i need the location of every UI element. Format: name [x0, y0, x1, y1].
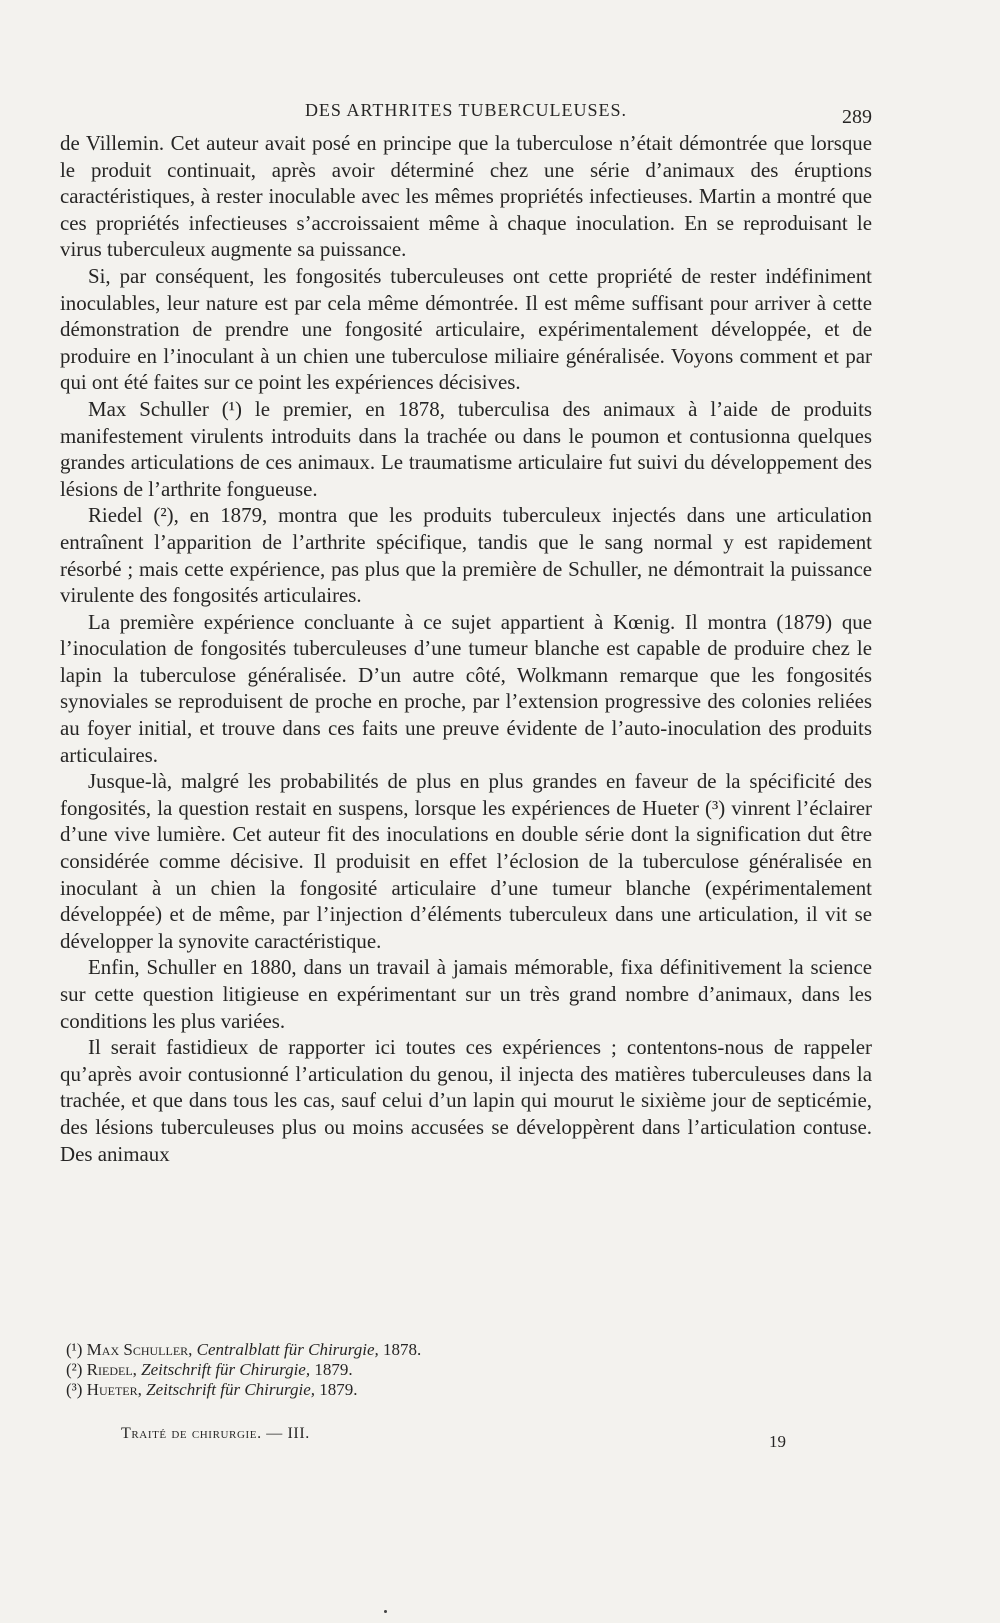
paragraph: Enfin, Schuller en 1880, dans un travail à jamais mémorable, fixa définitivement la science sur cette question litigieuse en expérimentant sur un très grand nombre d’animaux, dans les conditions les plus variées. — [60, 955, 872, 1033]
paragraph: Riedel (²), en 1879, montra que les produits tuberculeux injectés dans une articulation entraînent l’apparition de l’arthrite spécifique, tandis que le sang normal y est rapidement résorbé ; mais cette expérience, pas plus que la première de Schuller, ne démontrait la puissance virulente des fongosités articulaires. — [60, 503, 872, 608]
footnote-author: Riedel, — [86, 1360, 137, 1379]
footnote-1 — [66, 1340, 866, 1360]
footnote-source: Centralblatt für Chirurgie, — [196, 1340, 379, 1359]
book-title-footer: Traité de chirurgie. — III. — [121, 1425, 310, 1442]
footnote-author: Hueter, — [86, 1380, 142, 1399]
paragraph: Si, par conséquent, les fongosités tuberculeuses ont cette propriété de rester indéfiniment inoculables, leur nature est par cela même démontrée. Il est même suffisant pour arriver à cette démonstration de prendre une fongosité articulaire, expérimentalement développée, et de produire en l’inoculant à un chien une tuberculose miliaire généralisée. Voyons comment et par qui ont été faites sur ce point les expériences décisives. — [60, 263, 872, 395]
footnote-year: 1879. — [314, 1360, 353, 1379]
footnote-mark: (³) — [66, 1380, 83, 1399]
paragraph: Max Schuller (¹) le premier, en 1878, tuberculisa des animaux à l’aide de produits manifestement virulents introduits dans la trachée ou dans le poumon et contusionna quelques grandes articulations de ces animaux. Le traumatisme articulaire fut suivi du développement des lésions de l’arthrite fongueuse. — [60, 396, 872, 501]
footnote-2 — [66, 1360, 866, 1380]
footnote-year: 1879. — [319, 1380, 358, 1399]
paragraph-continuation: de Villemin. Cet auteur avait posé en principe que la tuberculose n’était démontrée que lorsque le produit continuait, après avoir déterminé chez une série d’animaux des éruptions caractéristiques, à rester inoculable avec les mêmes propriétés infectieuses. Martin a montré que ces propriétés infectieuses s’accroissaient même à chaque inoculation. En se reproduisant le virus tuberculeux augmente sa puissance. — [60, 131, 872, 262]
paragraph: Il serait fastidieux de rapporter ici toutes ces expériences ; contentons-nous de rappeler qu’après avoir contusionné l’articulation du genou, il injecta des matières tuberculeuses dans la trachée, et que dans tous les cas, sauf celui d’un lapin qui mourut le sixième jour de septicémie, des lésions tuberculeuses plus ou moins accusées se développèrent dans l’articulation contuse. Des animaux — [60, 1035, 872, 1166]
running-title: DES ARTHRITES TUBERCULEUSES. — [304, 100, 628, 120]
footnote-year: 1878. — [383, 1340, 422, 1359]
footnote-author: Max Schuller, — [86, 1340, 193, 1359]
footnote-source: Zeitschrift für Chirurgie, — [141, 1360, 311, 1379]
footnotes — [66, 1340, 866, 1400]
page-number: 289 — [842, 106, 872, 128]
footnote-3 — [66, 1380, 866, 1400]
paragraph: La première expérience concluante à ce sujet appartient à Kœnig. Il montra (1879) que l’inoculation de fongosités tuberculeuses d’une tumeur blanche est capable de produire chez le lapin la tuberculose généralisée. D’un autre côté, Wolkmann remarque que les fongosités synoviales se reproduisent de proche en proche, par l’extension progressive des colonies reliées au foyer initial, et trouve dans ces faits une preuve évidente de l’auto-inoculation des produits articulaires. — [60, 609, 872, 767]
footnote-mark: (²) — [66, 1360, 83, 1379]
footnote-mark: (¹) — [66, 1340, 83, 1359]
signature-mark: 19 — [769, 1432, 786, 1451]
paper-speck — [384, 1610, 387, 1613]
footnote-source: Zeitschrift für Chirurgie, — [146, 1380, 316, 1399]
paragraph: Jusque-là, malgré les probabilités de plus en plus grandes en faveur de la spécificité des fongosités, la question restait en suspens, lorsque les expériences de Hueter (³) vinrent l’éclairer d’une vive lumière. Cet auteur fit des inoculations en double série dont la signification dut être considérée comme décisive. Il produisit en effet l’éclosion de la tuberculose généralisée en inoculant à un chien la fongosité articulaire d’une tumeur blanche (expérimentalement développée) et de même, par l’injection d’éléments tuberculeux dans une articulation, il vit se développer la synovite caractéristique. — [60, 769, 872, 953]
body-text — [60, 130, 872, 1167]
